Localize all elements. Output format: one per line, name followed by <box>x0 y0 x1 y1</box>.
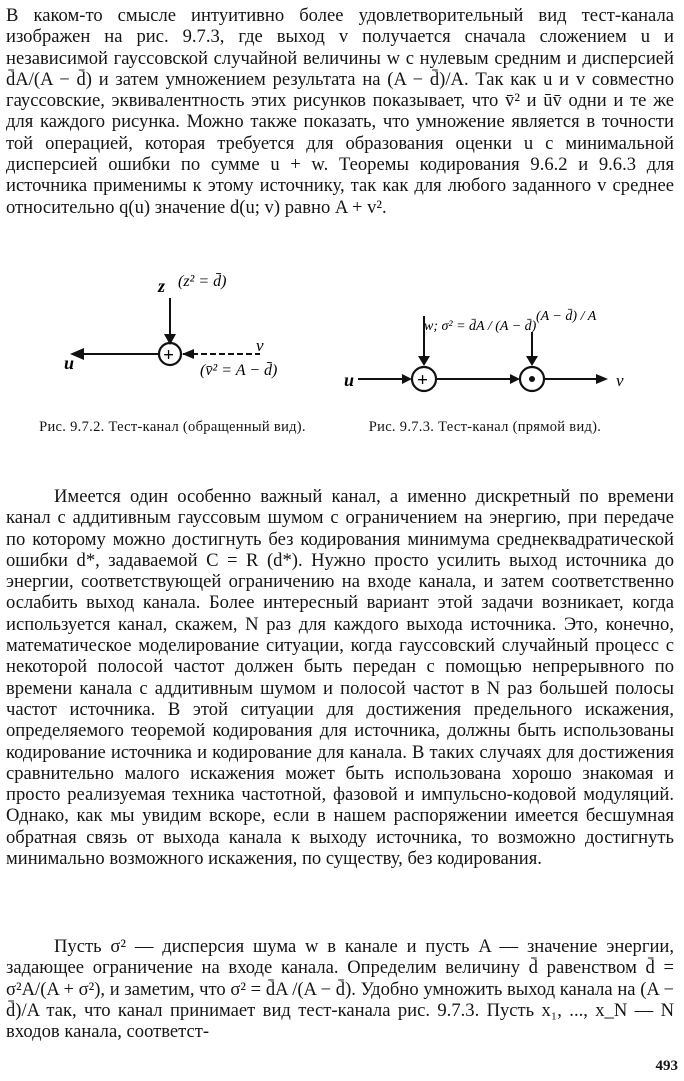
label-noise-variance: w; σ² = d̄A / (A − d̄) <box>424 319 537 334</box>
label-gain: (A − d̄) / A <box>536 309 597 324</box>
label-plus-right: + <box>417 370 428 391</box>
label-u-right: u <box>344 370 355 390</box>
u-input-arrowhead <box>402 374 412 384</box>
w-arrowhead <box>418 356 430 366</box>
multiplier-dot <box>529 376 535 382</box>
caption-figure-9-7-2: Рис. 9.7.2. Тест-канал (обращенный вид). <box>39 419 306 435</box>
middle-arrowhead <box>510 374 520 384</box>
paragraph-3: Пусть σ² — дисперсия шума w в канале и пусть A — значение энергии, задающее ограничение на входе канала. Определим величину d̄ равенством d̄ = σ²A/(A + σ²), и заметим, что σ² = d̄A /(A − d̄). Удобно умножить выход канала на (A − d̄)/A так, что канал принимает вид тест-канала рис. 9.7.3. Пусть x₁, ..., x_N — N входов канала, соответст- <box>6 936 674 1043</box>
caption-figure-9-7-3: Рис. 9.7.3. Тест-канал (прямой вид). <box>368 419 602 435</box>
v-output-arrowhead <box>596 374 608 384</box>
paragraph-2: Имеется один особенно важный канал, а именно дискретный по времени канал с аддитивным гауссовым шумом с ограничением на энергию, при передаче по которому можно достигнуть без кодирования минимума среднеквадратической ошибки d*, задаваемой C = R (d*). Нужно просто усилить выход источника до энергии, соответствующей ограничению на входе канала, и затем соответственно ослабить выход канала. Более интересный вариант этой задачи возникает, когда используется канал, скажем, N раз для каждого выхода источника. Это, конечно, математическое моделирование ситуации, когда гауссовский случайный процесс с некоторой полосой частот должен быть передан с помощью непрерывного по времени канала с аддитивным шумом и полосой частот в N раз большей полосы частот источника. В этой ситуации для достижения предельного искажения, определяемого теоремой кодирования для источника, должны быть использованы кодирование источника и кодирование для канала. В таких случаях для достижения сравнительно малого искажения может быть использована хорошо знакомая и просто реализуемая техника частотной, фазовой и импульсно-кодовой модуляций. Однако, как мы увидим вскоре, если в нашем распоряжении имеется бесшумная обратная связь от выхода канала к выходу источника, то возможно достигнуть минимально возможного искажения, по существу, без кодирования. <box>6 486 674 870</box>
figure-9-7-3-diagram <box>340 296 660 396</box>
label-z: z <box>158 276 166 296</box>
label-v-left: v <box>256 336 264 355</box>
label-z-variance: (z² = d̄) <box>178 273 227 290</box>
v-arrowhead <box>182 349 194 359</box>
label-plus-left: + <box>163 345 174 366</box>
intro-paragraph: В каком-то смысле интуитивно более удовлетворительный вид тест-канала изображен на рис. 9.7.3, где выход v получается сначала сложением u и независимой гауссовской случайной величины w с нулевым средним и дисперсией d̄A/(A − d̄) и затем умножением результата на (A − d̄)/A. Так как u и v совместно гауссовские, эквивалентность этих рисунков показывает, что v̄² и ūv̄ одни и те же для каждого рисунка. Можно также показать, что умножение является в точности той операцией, которая требуется для образования оценки u с минимальной дисперсией ошибки по сумме u + w. Теоремы кодирования 9.6.2 и 9.6.3 для источника применимы к этому источнику, так как для любого заданного v среднее относительно q(u) значение d(u; v) равно A + v². <box>6 5 674 218</box>
figure-9-7-2-diagram <box>60 266 320 396</box>
label-v-right: v <box>616 371 624 390</box>
page-number: 493 <box>655 1058 678 1074</box>
gain-arrowhead <box>526 356 538 366</box>
label-v-variance: (v̄² = A − d̄) <box>200 362 278 379</box>
label-u-left: u <box>64 353 75 373</box>
